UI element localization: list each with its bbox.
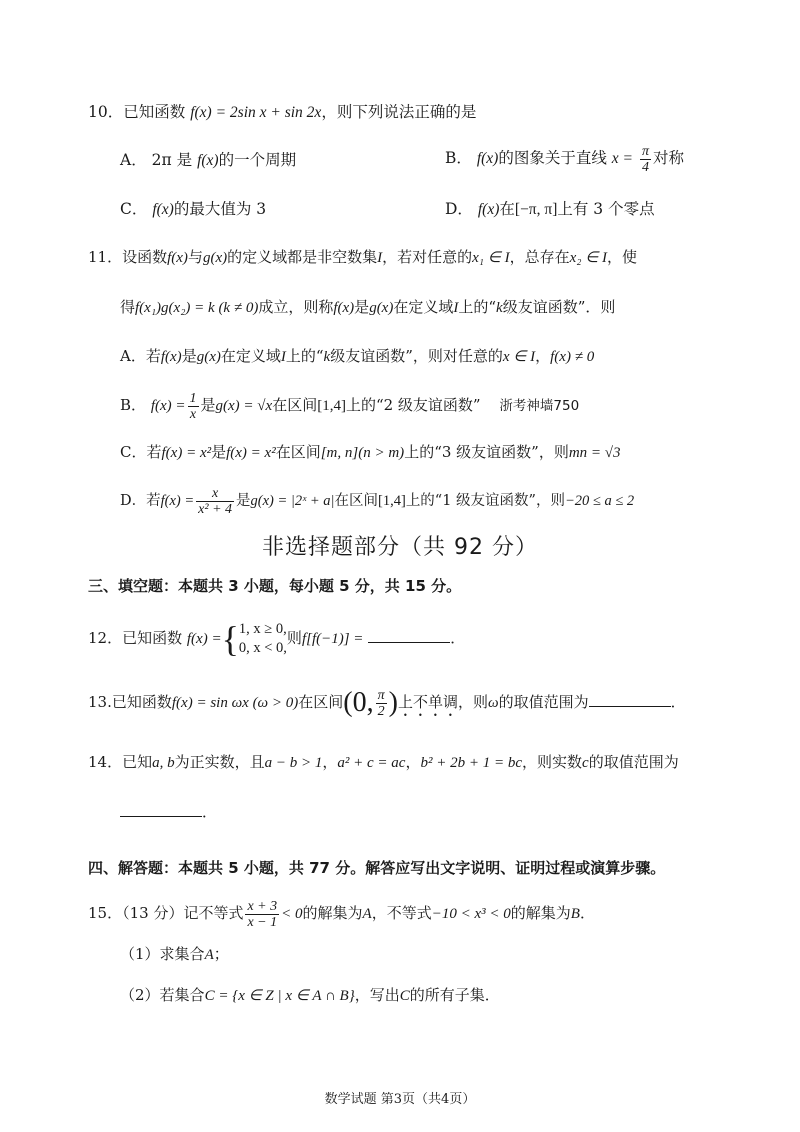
section-title: 非选择题部分（共 92 分） bbox=[262, 535, 538, 560]
option-label: B． bbox=[120, 396, 147, 414]
question-11-line-2 bbox=[120, 297, 615, 318]
formula: g(x) bbox=[202, 250, 228, 266]
fraction bbox=[188, 391, 199, 422]
question-text: 的所有子集． bbox=[409, 986, 500, 1004]
punctuation: ． bbox=[670, 693, 686, 711]
question-14 bbox=[88, 752, 679, 773]
formula: f(x) = 2sin x + sin 2x bbox=[190, 104, 322, 121]
punctuation: ； bbox=[213, 945, 229, 963]
question-14-answer-line bbox=[120, 800, 217, 822]
formula: I bbox=[453, 300, 459, 316]
formula: C = {x ∈ Z | x ∈ A ∩ B} bbox=[204, 988, 355, 1004]
formula: A bbox=[362, 906, 372, 922]
formula: x = bbox=[611, 150, 634, 167]
question-text: 的取值范围为 bbox=[588, 753, 679, 771]
question-text: ，则实数 bbox=[522, 753, 583, 771]
formula: f(x) = x² bbox=[161, 445, 212, 461]
option-text: 2π 是 bbox=[151, 151, 193, 169]
fraction-numerator: x bbox=[196, 486, 234, 502]
formula: I bbox=[377, 250, 383, 266]
formula: f(x) = x² bbox=[226, 445, 276, 461]
option-text: 在区间 bbox=[275, 443, 321, 461]
question-text: ，总存在 bbox=[509, 248, 570, 266]
option-text: 是 bbox=[236, 493, 251, 509]
question-text: 级友谊函数”．则 bbox=[502, 298, 616, 316]
formula: f(x) bbox=[152, 201, 174, 218]
formula: f(x) bbox=[197, 152, 219, 169]
formula: f(x) bbox=[167, 250, 188, 266]
question-text: 与 bbox=[187, 248, 203, 266]
option-text: 上的“1 级友谊函数”，则 bbox=[405, 493, 565, 509]
question-number: 10． bbox=[88, 103, 124, 121]
question-text: ，不等式 bbox=[371, 904, 432, 922]
formula: (n > m) bbox=[358, 445, 405, 461]
punctuation: ． bbox=[579, 904, 595, 922]
question-text: ，若对任意的 bbox=[382, 248, 473, 266]
formula: f(x) = bbox=[150, 398, 186, 414]
fraction-numerator: π bbox=[377, 687, 385, 703]
formula: k bbox=[323, 349, 331, 365]
option-text: 是 bbox=[181, 347, 197, 365]
question-15 bbox=[88, 893, 595, 934]
formula: < 0 bbox=[281, 906, 303, 922]
part-label: （1） bbox=[120, 945, 160, 963]
formula: f(x) = sin ωx (ω > 0) bbox=[171, 695, 299, 711]
formula: I bbox=[280, 349, 286, 365]
question-text: 在区间 bbox=[298, 693, 344, 711]
option-d bbox=[120, 484, 634, 518]
fraction bbox=[245, 899, 279, 930]
question-number: 12． bbox=[88, 629, 123, 647]
option-c bbox=[120, 199, 266, 220]
formula: g(x) bbox=[196, 349, 221, 365]
option-a bbox=[120, 346, 594, 367]
option-text: 的一个周期 bbox=[218, 151, 297, 169]
option-b bbox=[120, 388, 579, 423]
punctuation: ． bbox=[450, 629, 466, 647]
question-text: 已知函数 bbox=[122, 629, 183, 647]
section-4-header bbox=[88, 858, 665, 878]
case-1: 1, x ≥ 0, bbox=[238, 621, 287, 637]
formula: [−π, π] bbox=[514, 201, 558, 218]
formula: f(x) bbox=[477, 201, 500, 218]
question-text: 在定义域 bbox=[393, 298, 454, 316]
option-text: 上有 3 个零点 bbox=[557, 200, 655, 218]
section-3-header bbox=[88, 576, 461, 596]
formula: f(x) bbox=[333, 300, 355, 316]
formula: x₂ ∈ I bbox=[569, 250, 608, 266]
answer-blank[interactable] bbox=[120, 800, 202, 817]
section-description: 本题共 3 小题，每小题 5 分，共 15 分。 bbox=[178, 577, 462, 595]
formula: [1,4] bbox=[378, 493, 406, 509]
page-footer: 数学试题 第3页（共4页） bbox=[324, 1092, 476, 1107]
answer-blank[interactable] bbox=[368, 626, 450, 643]
formula: f(x) bbox=[160, 349, 182, 365]
question-text: ，则下列说法正确的是 bbox=[321, 103, 477, 121]
option-text: 若 bbox=[146, 493, 161, 509]
formula: B bbox=[570, 906, 580, 922]
question-13 bbox=[88, 682, 686, 723]
brace-symbol: { bbox=[221, 619, 239, 659]
question-text: 已知 bbox=[122, 753, 153, 771]
option-text: 对称 bbox=[652, 149, 684, 167]
formula: a − b > 1 bbox=[264, 755, 323, 771]
formula: g(x) bbox=[369, 300, 394, 316]
fraction-numerator: π bbox=[641, 143, 649, 159]
formula: mn = √3 bbox=[568, 445, 621, 461]
question-text: 得 bbox=[120, 298, 136, 316]
formula: [m, n] bbox=[320, 445, 359, 461]
formula: x ∈ I bbox=[502, 349, 536, 365]
formula: f(x₁)g(x₂) = k (k ≠ 0) bbox=[135, 300, 259, 316]
formula: f(x) = bbox=[160, 493, 195, 509]
formula: −20 ≤ a ≤ 2 bbox=[564, 493, 635, 509]
question-text: 已知函数 bbox=[111, 693, 172, 711]
option-text: 若 bbox=[146, 443, 162, 461]
formula: −10 < x³ < 0 bbox=[431, 906, 511, 922]
question-text: 已知函数 bbox=[123, 103, 186, 121]
question-score: （13 分） bbox=[122, 904, 184, 922]
formula: x₁ ∈ I bbox=[472, 250, 510, 266]
fraction bbox=[640, 144, 651, 175]
question-text: ， bbox=[405, 753, 421, 771]
fraction-denominator: x − 1 bbox=[247, 914, 278, 930]
formula: f(x) bbox=[476, 150, 499, 167]
watermark-text: 浙考神墙750 bbox=[499, 398, 580, 414]
question-number: 13. bbox=[88, 693, 112, 711]
option-text: 上的“2 级友谊函数” bbox=[345, 396, 481, 414]
formula: ω bbox=[488, 695, 499, 711]
emphasized-text: 上不单调 bbox=[397, 693, 458, 711]
question-15-part-1 bbox=[120, 944, 229, 965]
question-number: 11． bbox=[88, 248, 123, 266]
question-text: ，使 bbox=[607, 248, 638, 266]
formula: (0, bbox=[343, 687, 374, 718]
option-text: 在区间 bbox=[334, 493, 379, 509]
question-text: ， bbox=[322, 753, 338, 771]
fraction bbox=[196, 486, 234, 517]
question-number: 15． bbox=[88, 904, 123, 922]
option-text: 上的“ bbox=[285, 347, 324, 365]
question-text: 的定义域都是非空数集 bbox=[227, 248, 378, 266]
option-text: 的最大值为 3 bbox=[173, 200, 267, 218]
formula: A bbox=[204, 947, 214, 963]
question-text: 若集合 bbox=[159, 986, 205, 1004]
option-d bbox=[445, 199, 655, 220]
fraction-denominator: x bbox=[189, 406, 197, 422]
option-label: C． bbox=[120, 200, 148, 218]
formula: c bbox=[582, 755, 589, 771]
option-text: 上的“3 级友谊函数”，则 bbox=[404, 443, 569, 461]
option-a bbox=[120, 150, 296, 171]
option-text: 若 bbox=[145, 347, 161, 365]
fraction-numerator: x + 3 bbox=[247, 898, 278, 914]
option-text: 是 bbox=[211, 443, 227, 461]
fraction-denominator: x² + 4 bbox=[198, 501, 233, 517]
section-description: 四、解答题：本题共 5 小题，共 77 分。解答应写出文字说明、证明过程或演算步骤。 bbox=[88, 859, 666, 877]
option-text: ， bbox=[535, 347, 551, 365]
question-11 bbox=[88, 247, 637, 268]
fraction-denominator: 4 bbox=[641, 159, 649, 175]
piecewise-cases bbox=[239, 620, 287, 658]
option-text: 在定义域 bbox=[220, 347, 281, 365]
formula: a² + c = ac bbox=[337, 755, 406, 771]
option-b bbox=[445, 143, 684, 175]
option-text: 在 bbox=[499, 200, 515, 218]
formula: ) bbox=[388, 687, 398, 718]
part-label: （2） bbox=[120, 986, 160, 1004]
formula: b² + 2b + 1 = bc bbox=[420, 755, 522, 771]
option-label: A． bbox=[120, 347, 146, 365]
case-2: 0, x < 0, bbox=[238, 640, 287, 656]
question-text: ，则 bbox=[457, 693, 488, 711]
question-text: ，写出 bbox=[354, 986, 400, 1004]
fraction-numerator: 1 bbox=[189, 390, 197, 406]
option-text: 是 bbox=[200, 396, 216, 414]
formula: f(x) ≠ 0 bbox=[550, 349, 595, 365]
punctuation: ． bbox=[202, 803, 218, 821]
question-text: 的解集为 bbox=[302, 904, 363, 922]
formula: C bbox=[399, 988, 410, 1004]
answer-blank[interactable] bbox=[589, 690, 671, 707]
question-text: 为正实数，且 bbox=[174, 753, 265, 771]
question-text: 成立，则称 bbox=[258, 298, 334, 316]
question-15-part-2 bbox=[120, 985, 500, 1006]
formula: g(x) = |2ˣ + a| bbox=[250, 493, 335, 509]
option-label: A． bbox=[120, 151, 147, 169]
question-12 bbox=[88, 616, 465, 661]
section-label: 三、填空题： bbox=[88, 577, 179, 595]
option-c bbox=[120, 442, 621, 463]
formula: k bbox=[496, 300, 503, 316]
question-text: 上的“ bbox=[458, 298, 497, 316]
question-text: 的解集为 bbox=[510, 904, 571, 922]
question-text: 的取值范围为 bbox=[498, 693, 589, 711]
option-label: B． bbox=[445, 149, 472, 167]
question-text: 是 bbox=[354, 298, 370, 316]
question-text: 记不等式 bbox=[183, 904, 244, 922]
formula: g(x) = √x bbox=[215, 398, 273, 414]
formula: f[f(−1)] = bbox=[301, 631, 364, 647]
fraction-denominator: 2 bbox=[377, 703, 385, 719]
formula: [1,4] bbox=[317, 398, 346, 414]
option-label: D． bbox=[445, 200, 473, 218]
question-10 bbox=[88, 102, 476, 123]
option-label: D． bbox=[120, 493, 147, 509]
option-label: C． bbox=[120, 443, 147, 461]
question-text: 求集合 bbox=[159, 945, 205, 963]
option-text: 的图象关于直线 bbox=[498, 149, 607, 167]
option-text: 在区间 bbox=[272, 396, 318, 414]
formula: a, b bbox=[152, 755, 175, 771]
formula: f(x) = bbox=[186, 631, 222, 647]
option-text: 级友谊函数”，则对任意的 bbox=[330, 347, 503, 365]
question-text: 则 bbox=[286, 629, 302, 647]
question-number: 14． bbox=[88, 753, 123, 771]
fraction bbox=[376, 688, 387, 719]
question-text: 设函数 bbox=[122, 248, 168, 266]
